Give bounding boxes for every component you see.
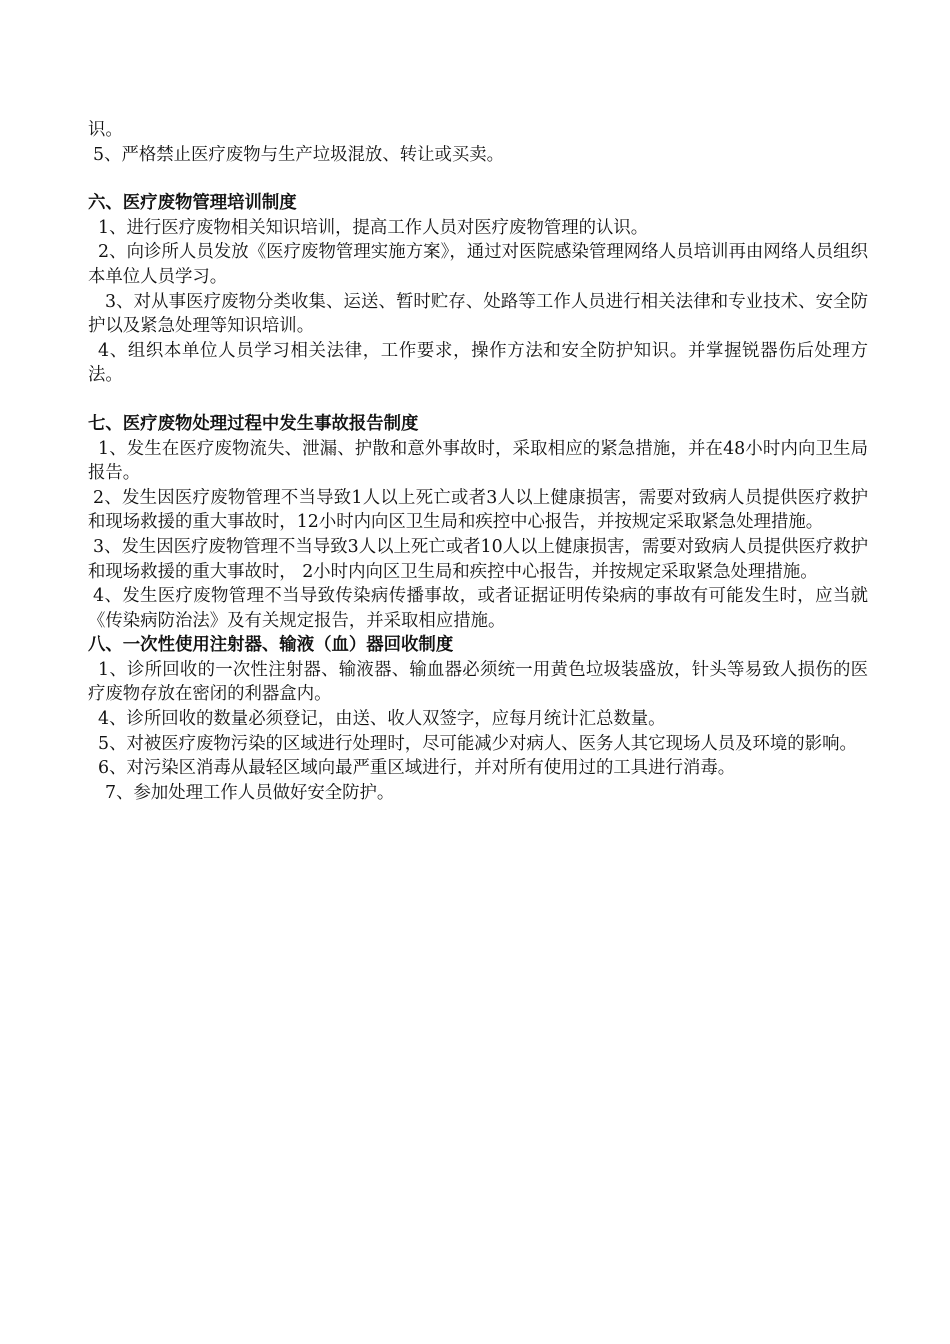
- section-item: 4、诊所回收的数量必须登记，由送、收人双签字，应每月统计汇总数量。: [98, 709, 666, 730]
- intro-block: [88, 118, 868, 167]
- section-item: 1、诊所回收的一次性注射器、输液器、输血器必须统一用黄色垃圾装盛放，针头等易致人损伤的医疗废物存放在密闭的利器盒内。: [88, 659, 868, 705]
- section-heading: 七、医疗废物处理过程中发生事故报告制度: [88, 413, 419, 434]
- section-heading: 六、医疗废物管理培训制度: [88, 193, 297, 214]
- section-training: [88, 191, 868, 388]
- section-item: 1、进行医疗废物相关知识培训，提高工作人员对医疗废物管理的认识。: [98, 217, 649, 238]
- section-syringe-recycling: [88, 633, 868, 805]
- section-item: 4、发生医疗废物管理不当导致传染病传播事故，或者证据证明传染病的事故有可能发生时，应当就《传染病防治法》及有关规定报告，并采取相应措施。: [88, 586, 868, 631]
- section-item: 4、组织本单位人员学习相关法律，工作要求，操作方法和安全防护知识。并掌握锐器伤后处理方法。: [88, 340, 868, 386]
- intro-line: 5、严格禁止医疗废物与生产垃圾混放、转让或买卖。: [93, 144, 505, 165]
- section-item: 3、发生因医疗废物管理不当导致3人以上死亡或者10人以上健康损害，需要对致病人员提供医疗救护和现场救援的重大事故时， 2小时内向区卫生局和疾控中心报告，并按规定采取紧急处理措施。: [88, 536, 868, 582]
- section-item: 1、发生在医疗废物流失、泄漏、护散和意外事故时，采取相应的紧急措施，并在48小时内向卫生局报告。: [88, 438, 868, 484]
- intro-line: 识。: [88, 120, 123, 140]
- section-item: 5、对被医疗废物污染的区域进行处理时，尽可能减少对病人、医务人其它现场人员及环境的影响。: [98, 733, 857, 754]
- section-item: 2、发生因医疗废物管理不当导致1人以上死亡或者3人以上健康损害，需要对致病人员提供医疗救护和现场救援的重大事故时，12小时内向区卫生局和疾控中心报告，并按规定采取紧急处理措施。: [88, 487, 868, 533]
- section-heading: 八、一次性使用注射器、输液（血）器回收制度: [88, 635, 454, 656]
- section-accident-report: [88, 412, 868, 633]
- section-item: 3、对从事医疗废物分类收集、运送、暂时贮存、处路等工作人员进行相关法律和专业技术、安全防护以及紧急处理等知识培训。: [88, 291, 868, 337]
- section-item: 6、对污染区消毒从最轻区域向最严重区域进行，并对所有使用过的工具进行消毒。: [98, 758, 736, 779]
- section-item: 2、向诊所人员发放《医疗废物管理实施方案》，通过对医院感染管理网络人员培训再由网络人员组织本单位人员学习。: [88, 242, 868, 287]
- document-page: [88, 118, 868, 805]
- section-item: 7、参加处理工作人员做好安全防护。: [105, 782, 395, 803]
